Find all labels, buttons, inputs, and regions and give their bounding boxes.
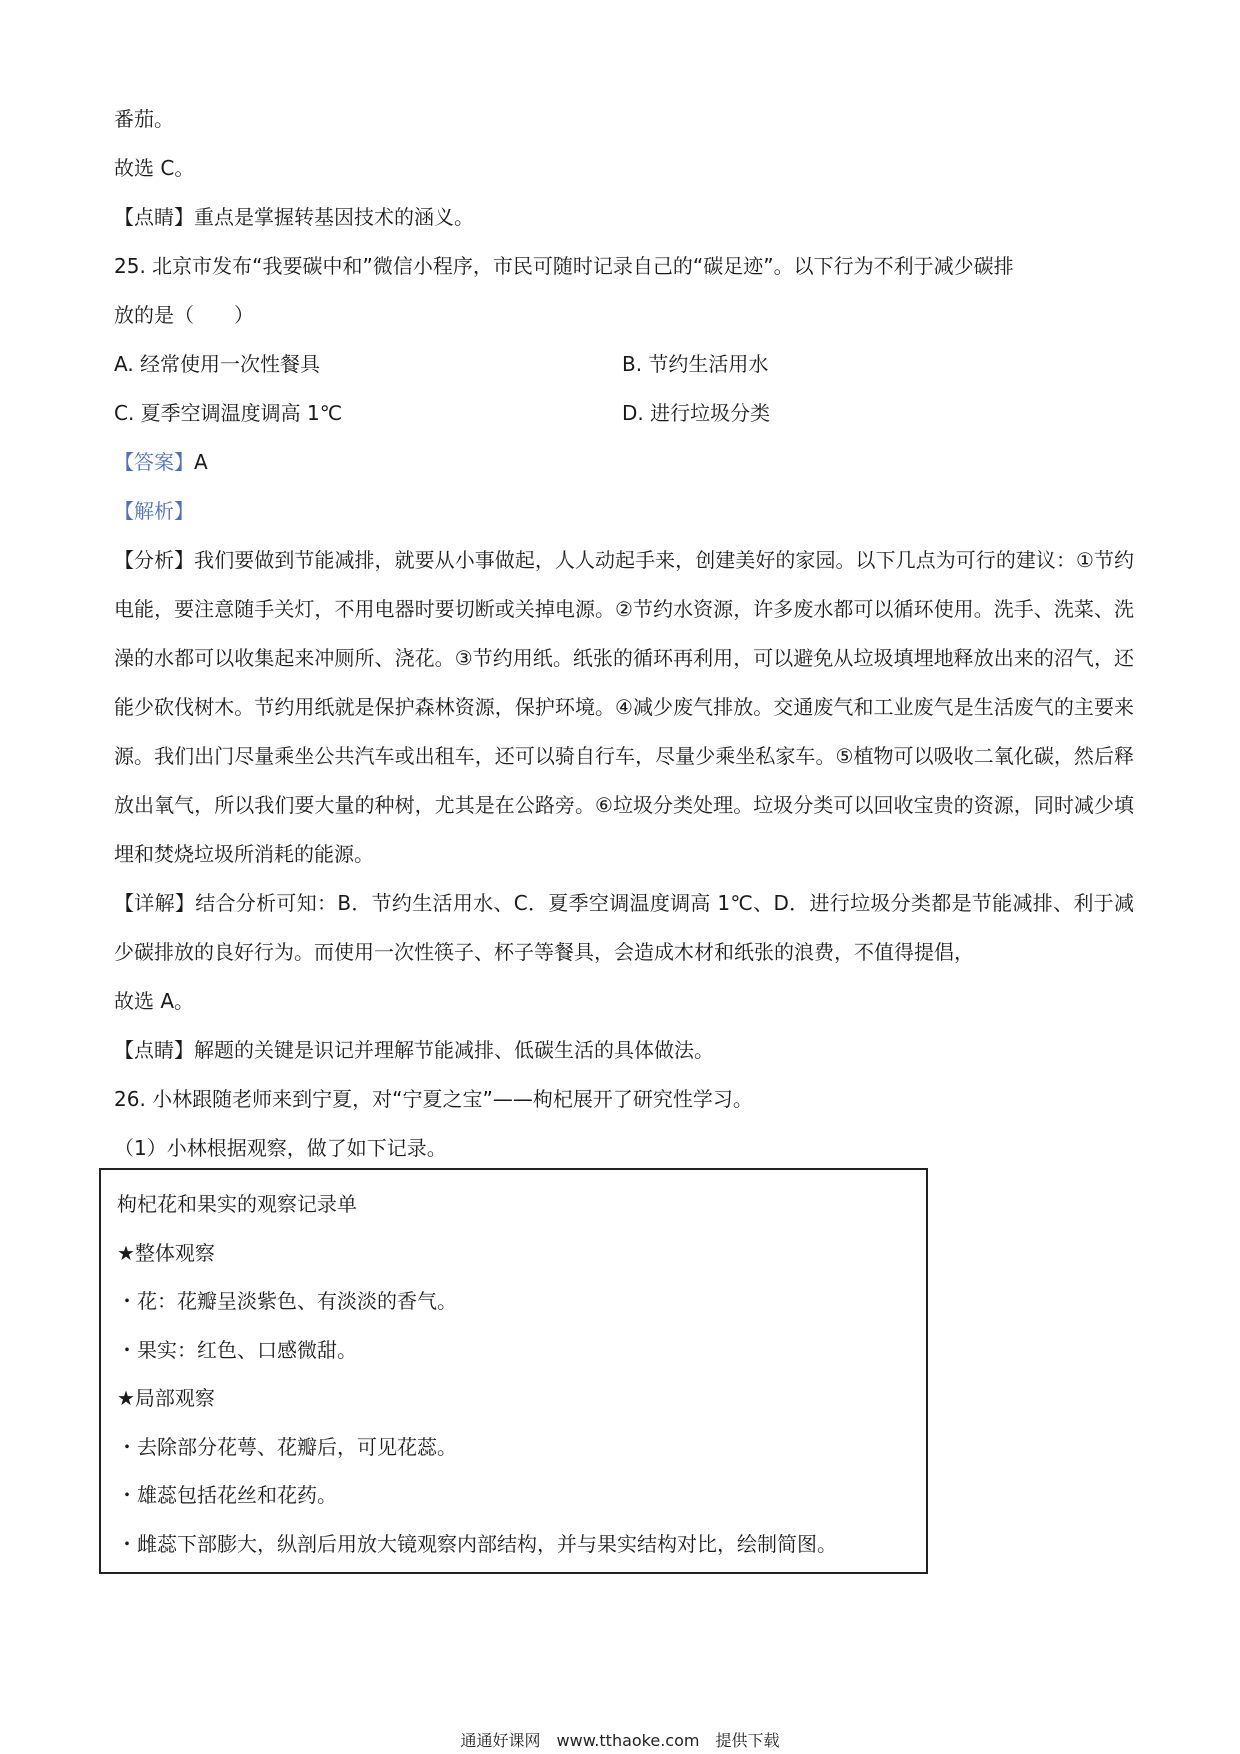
record-section-partial: ★局部观察 <box>117 1386 215 1410</box>
option-c: C. 夏季空调温度调高 1℃ <box>114 401 343 425</box>
document-page <box>114 95 1134 1173</box>
record-item: ・去除部分花萼、花瓣后，可见花蕊。 <box>117 1434 457 1459</box>
record-item: ・果实：红色、口感微甜。 <box>117 1337 357 1362</box>
option-a: A. 经常使用一次性餐具 <box>114 352 321 376</box>
answer-label: 【答案】 <box>114 450 194 474</box>
conclusion-line: 故选 A。 <box>114 989 195 1013</box>
answer-value: A <box>194 450 208 474</box>
remark-line: 【点睛】解题的关键是识记并理解节能减排、低碳生活的具体做法。 <box>114 1038 714 1062</box>
record-item: ・雄蕊包括花丝和花药。 <box>117 1483 337 1507</box>
record-title: 枸杞花和果实的观察记录单 <box>117 1192 357 1216</box>
analysis-paragraph: 【分析】我们要做到节能减排，就要从小事做起，人人动起手来，创建美好的家园。以下几点为可行的建议：①节约电能，要注意随手关灯，不用电器时要切断或关掉电源。②节约水资源，许多废水都可以循环使用。洗手、洗菜、洗澡的水都可以收集起来冲厕所、浇花。③节约用纸。纸张的循环再利用，可以避免从垃圾填埋地释放出来的沼气，还能少砍伐树木。节约用纸就是保护森林资源，保护环境。④减少废气排放。交通废气和工业废气是生活废气的主要来源。我们出门尽量乘坐公共汽车或出租车，还可以骑自行车，尽量少乘坐私家车。⑤植物可以吸收二氧化碳，然后释放出氧气，所以我们要大量的种树，尤其是在公路旁。⑥垃圾分类处理。垃圾分类可以回收宝贵的资源，同时减少填埋和焚烧垃圾所消耗的能源。 <box>114 548 1134 866</box>
detail-paragraph: 【详解】结合分析可知：B．节约生活用水、C．夏季空调温度调高 1℃、D．进行垃圾分类都是节能减排、利于减少碳排放的良好行为。而使用一次性筷子、杯子等餐具，会造成木材和纸张的浪费，不值得提倡， <box>114 891 1134 964</box>
text-line: 故选 C。 <box>114 156 195 180</box>
question-26-sub1: （1）小林根据观察，做了如下记录。 <box>114 1136 447 1160</box>
text-line: 番茄。 <box>114 107 174 131</box>
record-section-overall: ★整体观察 <box>117 1240 215 1265</box>
question-25-stem-cont: 放的是（ ） <box>114 303 254 327</box>
options-row <box>114 340 1134 389</box>
answer-line <box>114 438 1134 487</box>
remark-line: 【点睛】重点是掌握转基因技术的涵义。 <box>114 205 474 229</box>
analysis-label: 【解析】 <box>114 499 194 523</box>
page-footer: 通通好课网 www.tthaoke.com 提供下载 <box>460 1731 780 1750</box>
option-d: D. 进行垃圾分类 <box>622 401 771 425</box>
question-25-stem: 25. 北京市发布“我要碳中和”微信小程序，市民可随时记录自己的“碳足迹”。以下行为不利于减少碳排 <box>114 254 1014 278</box>
question-26-stem: 26. 小林跟随老师来到宁夏，对“宁夏之宝”——枸杞展开了研究性学习。 <box>114 1087 753 1111</box>
options-row <box>114 389 1134 438</box>
observation-record-box <box>99 1168 928 1574</box>
record-item: ・雌蕊下部膨大，纵剖后用放大镜观察内部结构，并与果实结构对比，绘制简图。 <box>117 1531 837 1556</box>
option-b: B. 节约生活用水 <box>622 352 769 376</box>
record-item: ・花：花瓣呈淡紫色、有淡淡的香气。 <box>117 1289 457 1313</box>
